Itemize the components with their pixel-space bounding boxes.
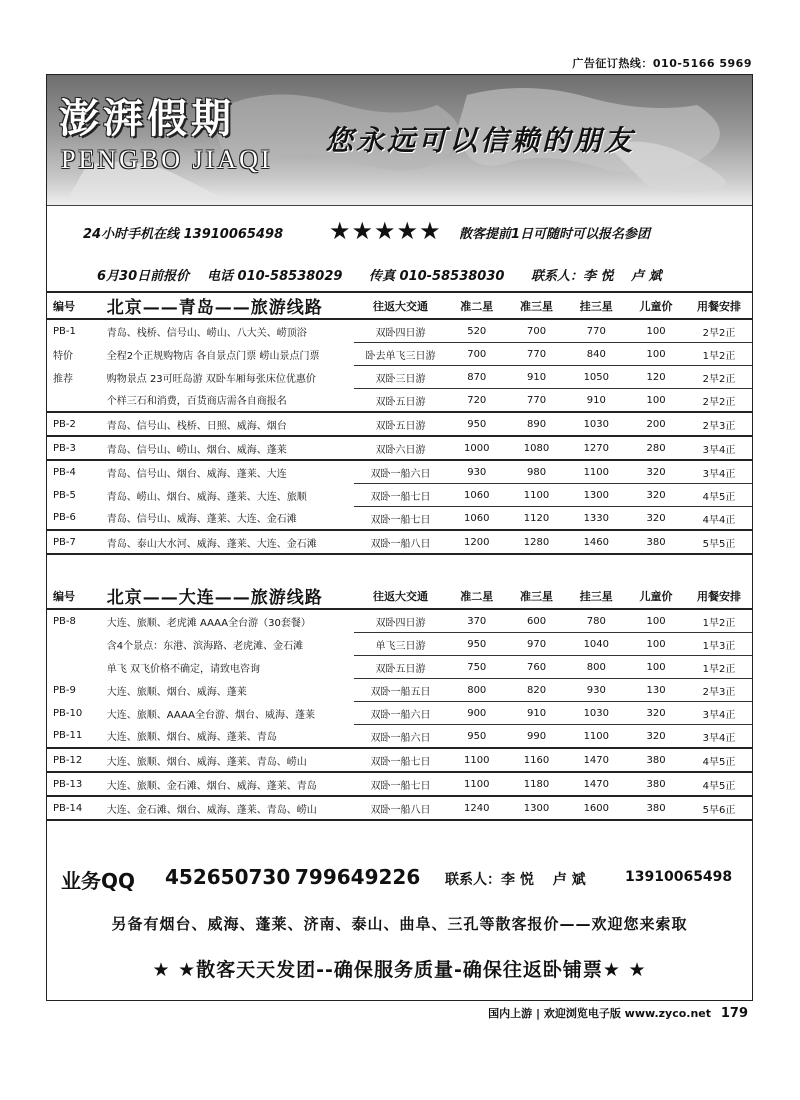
child-price: 200 xyxy=(626,412,686,436)
table-row xyxy=(47,366,752,389)
route-description: 青岛、泰山大水河、威海、蓬莱、大连、金石滩 xyxy=(107,530,354,554)
price-three-star: 980 xyxy=(507,460,567,484)
child-price: 280 xyxy=(626,436,686,460)
meal-plan: 1早3正 xyxy=(686,633,752,656)
price-three-star: 1280 xyxy=(507,530,567,554)
transport-mode: 双卧一船六日 xyxy=(354,702,447,725)
transport-mode: 双卧五日游 xyxy=(354,389,447,413)
price-three-star: 890 xyxy=(507,412,567,436)
price-two-star: 1060 xyxy=(447,484,507,507)
table-row xyxy=(47,343,752,366)
route-description: 青岛、崂山、烟台、威海、蓬莱、大连、旅顺 xyxy=(106,491,307,503)
route-code: PB-2 xyxy=(47,412,107,436)
price-two-star: 930 xyxy=(447,460,507,484)
meal-plan: 3早4正 xyxy=(686,436,752,460)
route-description: 大连、旅顺、烟台、威海、蓬莱 xyxy=(106,686,247,698)
price-listed-three-star: 800 xyxy=(566,656,626,679)
price-three-star: 700 xyxy=(507,319,567,343)
child-price: 100 xyxy=(626,609,686,633)
route-code: PB-12 xyxy=(47,748,107,772)
price-three-star: 1180 xyxy=(507,772,567,796)
child-price: 130 xyxy=(626,679,686,702)
price-listed-three-star: 1100 xyxy=(566,725,626,749)
col-child-price: 儿童价 xyxy=(626,583,686,609)
route-code: PB-8 xyxy=(53,615,76,627)
meal-plan: 4早5正 xyxy=(686,748,752,772)
route-code: 特价 xyxy=(53,350,73,362)
transport-mode: 双卧一船五日 xyxy=(354,679,447,702)
phone-number: 电话 010-58538029 xyxy=(207,269,343,284)
child-price: 100 xyxy=(626,389,686,413)
qingdao-routes-table xyxy=(47,291,752,555)
child-price: 320 xyxy=(626,507,686,531)
footer-mobile: 13910065498 xyxy=(625,869,733,885)
route-code: PB-9 xyxy=(53,684,76,696)
route-description: 个样三石和消费，百货商店需各自商报名 xyxy=(107,389,354,413)
meal-plan: 1早2正 xyxy=(686,609,752,633)
price-three-star: 990 xyxy=(507,725,567,749)
table-row xyxy=(47,633,752,656)
meal-plan: 3早4正 xyxy=(686,460,752,484)
price-listed-three-star: 780 xyxy=(566,609,626,633)
child-price: 320 xyxy=(626,460,686,484)
price-three-star: 760 xyxy=(507,656,567,679)
price-listed-three-star: 1600 xyxy=(566,796,626,820)
price-listed-three-star: 1330 xyxy=(566,507,626,531)
price-two-star: 370 xyxy=(447,609,507,633)
route-code: PB-13 xyxy=(47,772,107,796)
route-code xyxy=(47,389,107,413)
table-row xyxy=(47,530,752,554)
route-code: PB-10 xyxy=(53,707,83,719)
col-code: 编号 xyxy=(47,292,107,319)
route-code xyxy=(47,633,107,656)
route-description: 青岛、信号山、威海、蓬莱、大连、金石滩 xyxy=(107,507,354,531)
footer-contact-person: 联系人：李 悦 卢 斌 xyxy=(445,872,586,888)
price-two-star: 720 xyxy=(447,389,507,413)
banner-slogan: 您永远可以信赖的朋友 xyxy=(325,124,636,157)
transport-mode: 双卧一船七日 xyxy=(354,748,447,772)
price-two-star: 950 xyxy=(447,412,507,436)
route-description: 全程2个正规购物店 各自景点门票 崂山景点门票 xyxy=(106,350,320,362)
route-description: 大连、旅顺、烟台、威海、蓬莱、青岛、崂山 xyxy=(107,748,354,772)
meal-plan: 1早2正 xyxy=(686,343,752,366)
price-two-star: 520 xyxy=(447,319,507,343)
price-three-star: 1120 xyxy=(507,507,567,531)
route-description: 大连、旅顺、AAAA全台游、烟台、威海、蓬莱 xyxy=(106,709,315,721)
page-footer xyxy=(488,1005,748,1021)
table-row xyxy=(47,748,752,772)
fax-number: 传真 010-58538030 xyxy=(369,269,505,284)
transport-mode: 双卧一船八日 xyxy=(354,530,447,554)
price-listed-three-star: 1460 xyxy=(566,530,626,554)
route-description: 大连、旅顺、金石滩、烟台、威海、蓬莱、青岛 xyxy=(107,772,354,796)
price-listed-three-star: 770 xyxy=(566,319,626,343)
price-two-star: 1100 xyxy=(447,748,507,772)
meal-plan: 2早2正 xyxy=(686,366,752,389)
price-three-star: 1160 xyxy=(507,748,567,772)
meal-plan: 4早5正 xyxy=(686,772,752,796)
col-three-star: 准三星 xyxy=(507,583,567,609)
route-code: PB-5 xyxy=(53,489,76,501)
table-row xyxy=(47,507,752,531)
col-child-price: 儿童价 xyxy=(626,292,686,319)
transport-mode: 单飞三日游 xyxy=(354,633,447,656)
child-price: 100 xyxy=(626,656,686,679)
child-price: 320 xyxy=(626,702,686,725)
dalian-routes-table xyxy=(47,583,752,821)
table-row xyxy=(47,484,752,507)
price-two-star: 1060 xyxy=(447,507,507,531)
child-price: 100 xyxy=(626,633,686,656)
route-description: 青岛、栈桥、信号山、崂山、八大关、崂顶浴 xyxy=(106,327,307,339)
table-row xyxy=(47,702,752,725)
price-two-star: 870 xyxy=(447,366,507,389)
contact-line-2 xyxy=(47,259,752,285)
child-price: 380 xyxy=(626,530,686,554)
section-title: 北京——青岛——旅游线路 xyxy=(107,292,354,319)
price-three-star: 600 xyxy=(507,609,567,633)
price-listed-three-star: 1270 xyxy=(566,436,626,460)
transport-mode: 双卧一船七日 xyxy=(354,484,447,507)
col-two-star: 准二星 xyxy=(447,583,507,609)
child-price: 380 xyxy=(626,772,686,796)
route-code: 推荐 xyxy=(53,373,73,385)
col-three-star: 准三星 xyxy=(507,292,567,319)
route-code: PB-7 xyxy=(47,530,107,554)
route-description: 大连、旅顺、烟台、威海、蓬莱、青岛 xyxy=(107,725,354,749)
table-row xyxy=(47,609,752,633)
brand-name-chinese: 澎湃假期 xyxy=(59,95,235,142)
price-two-star: 800 xyxy=(447,679,507,702)
meal-plan: 5早6正 xyxy=(686,796,752,820)
price-two-star: 950 xyxy=(447,725,507,749)
qq-label: 业务QQ xyxy=(61,869,136,893)
star-rating: ★★★★★ xyxy=(329,217,442,245)
route-description: 单飞 双飞价格不确定，请致电咨询 xyxy=(106,663,260,675)
child-price: 320 xyxy=(626,725,686,749)
col-code: 编号 xyxy=(47,583,107,609)
meal-plan: 4早4正 xyxy=(686,507,752,531)
transport-mode: 双卧一船六日 xyxy=(354,460,447,484)
transport-mode: 双卧三日游 xyxy=(354,366,447,389)
price-listed-three-star: 1030 xyxy=(566,412,626,436)
price-listed-three-star: 1050 xyxy=(566,366,626,389)
price-three-star: 910 xyxy=(507,366,567,389)
table-row xyxy=(47,725,752,749)
route-description: 青岛、信号山、栈桥、日照、威海、烟台 xyxy=(107,412,354,436)
route-description: 大连、旅顺、老虎滩 AAAA全台游（30套餐） xyxy=(106,617,311,629)
transport-mode: 双卧一船七日 xyxy=(354,507,447,531)
ad-hotline: 广告征订热线：010-5166 5969 xyxy=(572,57,752,70)
table-row xyxy=(47,679,752,702)
col-two-star: 准二星 xyxy=(447,292,507,319)
col-transport: 往返大交通 xyxy=(354,292,447,319)
transport-mode: 双卧一船八日 xyxy=(354,796,447,820)
price-three-star: 770 xyxy=(507,389,567,413)
child-price: 380 xyxy=(626,796,686,820)
transport-mode: 双卧一船六日 xyxy=(354,725,447,749)
col-listed-three-star: 挂三星 xyxy=(566,583,626,609)
transport-mode: 卧去单飞三日游 xyxy=(354,343,447,366)
price-listed-three-star: 1040 xyxy=(566,633,626,656)
meal-plan: 2早3正 xyxy=(686,679,752,702)
transport-mode: 双卧四日游 xyxy=(354,609,447,633)
more-routes-note: 另备有烟台、威海、蓬莱、济南、泰山、曲阜、三孔等散客报价——欢迎您来索取 xyxy=(111,915,688,933)
price-listed-three-star: 1470 xyxy=(566,772,626,796)
table-row xyxy=(47,319,752,343)
route-code: PB-1 xyxy=(53,325,76,337)
transport-mode: 双卧六日游 xyxy=(354,436,447,460)
col-transport: 往返大交通 xyxy=(354,583,447,609)
transport-mode: 双卧五日游 xyxy=(354,656,447,679)
meal-plan: 2早2正 xyxy=(686,319,752,343)
route-code: PB-4 xyxy=(53,466,76,478)
meal-plan: 1早2正 xyxy=(686,656,752,679)
brand-name-pinyin: PENGBO JIAQI xyxy=(61,145,273,174)
price-listed-three-star: 1470 xyxy=(566,748,626,772)
transport-mode: 双卧五日游 xyxy=(354,412,447,436)
col-listed-three-star: 挂三星 xyxy=(566,292,626,319)
meal-plan: 5早5正 xyxy=(686,530,752,554)
route-code: PB-3 xyxy=(47,436,107,460)
daily-departure-slogan: ★ ★散客天天发团--确保服务质量-确保往返卧铺票★ ★ xyxy=(152,959,647,981)
transport-mode: 双卧四日游 xyxy=(354,319,447,343)
price-three-star: 1100 xyxy=(507,484,567,507)
price-two-star: 700 xyxy=(447,343,507,366)
price-two-star: 900 xyxy=(447,702,507,725)
qq-number-2: 799649226 xyxy=(295,865,421,889)
price-date: 6月30日前报价 xyxy=(97,269,190,284)
price-two-star: 750 xyxy=(447,656,507,679)
route-code: PB-6 xyxy=(47,507,107,531)
contact-person: 联系人：李 悦 卢 斌 xyxy=(531,269,662,284)
footer-site-text: 国内上游 | 欢迎浏览电子版 www.zyco.net xyxy=(488,1007,712,1020)
price-three-star: 1080 xyxy=(507,436,567,460)
price-listed-three-star: 1300 xyxy=(566,484,626,507)
meal-plan: 2早3正 xyxy=(686,412,752,436)
meal-plan: 3早4正 xyxy=(686,725,752,749)
table-row xyxy=(47,460,752,484)
child-price: 100 xyxy=(626,319,686,343)
price-listed-three-star: 1100 xyxy=(566,460,626,484)
price-listed-three-star: 910 xyxy=(566,389,626,413)
section-title: 北京——大连——旅游线路 xyxy=(107,583,354,609)
price-two-star: 1000 xyxy=(447,436,507,460)
table-row xyxy=(47,412,752,436)
route-code xyxy=(47,656,107,679)
child-price: 320 xyxy=(626,484,686,507)
qq-number-1: 452650730 xyxy=(165,865,291,889)
price-three-star: 970 xyxy=(507,633,567,656)
price-two-star: 950 xyxy=(447,633,507,656)
table-row xyxy=(47,796,752,820)
table-row xyxy=(47,772,752,796)
banner xyxy=(47,75,752,206)
price-three-star: 910 xyxy=(507,702,567,725)
contact-line-1 xyxy=(47,215,752,245)
price-listed-three-star: 930 xyxy=(566,679,626,702)
price-three-star: 770 xyxy=(507,343,567,366)
meal-plan: 3早4正 xyxy=(686,702,752,725)
mobile-hotline: 24小时手机在线 13910065498 xyxy=(83,227,284,242)
price-listed-three-star: 840 xyxy=(566,343,626,366)
price-two-star: 1200 xyxy=(447,530,507,554)
route-description: 大连、金石滩、烟台、威海、蓬莱、青岛、崂山 xyxy=(107,796,354,820)
child-price: 380 xyxy=(626,748,686,772)
price-three-star: 820 xyxy=(507,679,567,702)
business-contact-bar xyxy=(47,855,752,899)
signup-note: 散客提前1日可随时可以报名参团 xyxy=(459,227,651,242)
route-code: PB-14 xyxy=(47,796,107,820)
price-two-star: 1100 xyxy=(447,772,507,796)
route-description: 青岛、信号山、崂山、烟台、威海、蓬莱 xyxy=(107,436,354,460)
table-row xyxy=(47,436,752,460)
price-listed-three-star: 1030 xyxy=(566,702,626,725)
table-row xyxy=(47,389,752,413)
transport-mode: 双卧一船七日 xyxy=(354,772,447,796)
page-number: 179 xyxy=(720,1006,748,1021)
col-meals: 用餐安排 xyxy=(686,292,752,319)
route-description: 购物景点 23可旺岛游 双卧车厢每张床位优惠价 xyxy=(106,373,316,385)
child-price: 120 xyxy=(626,366,686,389)
route-description: 青岛、信号山、烟台、威海、蓬莱、大连 xyxy=(106,468,287,480)
advertisement-frame xyxy=(46,74,753,1001)
price-three-star: 1300 xyxy=(507,796,567,820)
table-row xyxy=(47,656,752,679)
meal-plan: 2早2正 xyxy=(686,389,752,413)
route-code: PB-11 xyxy=(47,725,107,749)
child-price: 100 xyxy=(626,343,686,366)
col-meals: 用餐安排 xyxy=(686,583,752,609)
meal-plan: 4早5正 xyxy=(686,484,752,507)
route-description: 含4个景点：东港、滨海路、老虎滩、金石滩 xyxy=(106,640,304,652)
price-two-star: 1240 xyxy=(447,796,507,820)
